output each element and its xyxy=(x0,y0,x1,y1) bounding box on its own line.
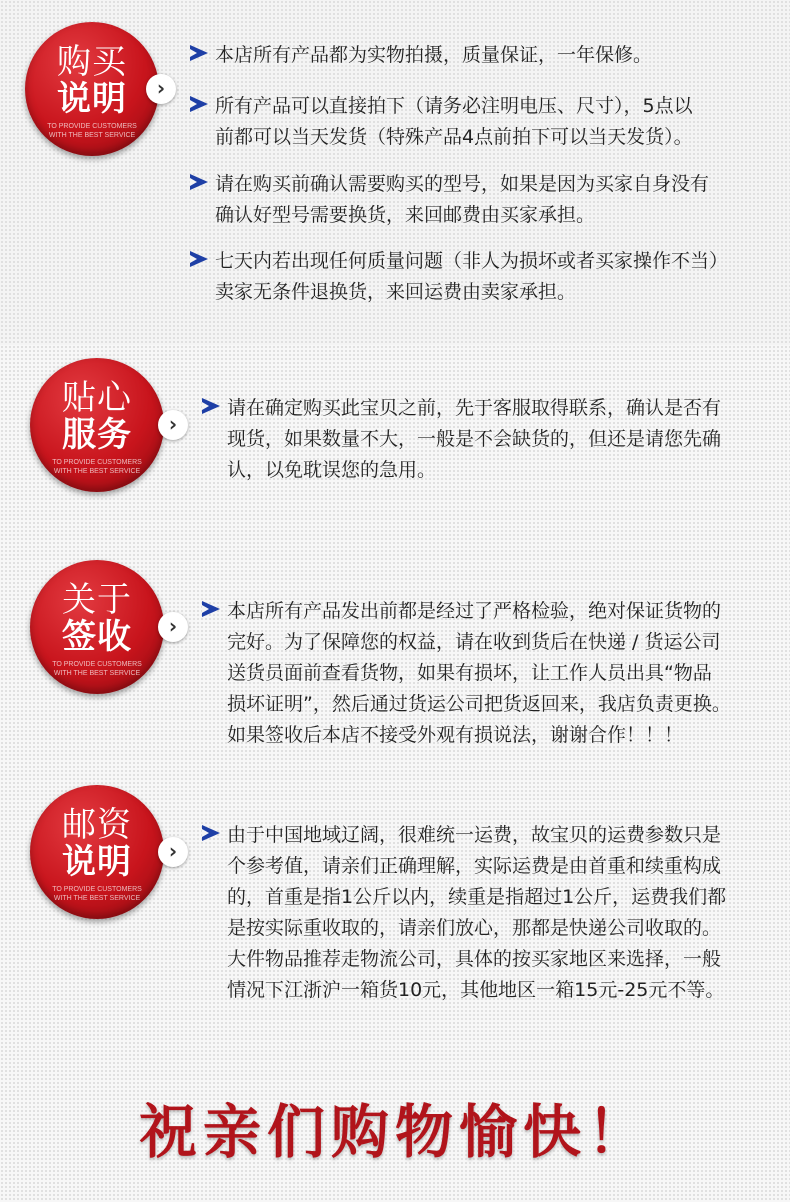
arrow-right-icon xyxy=(190,251,208,267)
item-text: 请在购买前确认需要购买的型号，如果是因为买家自身没有 确认好型号需要换货，来回邮费由买家承担。 xyxy=(215,173,710,226)
chevron-right-icon: › xyxy=(158,612,188,642)
chevron-right-icon: › xyxy=(158,410,188,440)
arrow-right-icon xyxy=(190,174,208,190)
badge-english-tagline: TO PROVIDE CUSTOMERS WITH THE BEST SERVICE xyxy=(52,661,142,677)
badge-title-line2: 服务 xyxy=(62,415,132,455)
arrow-right-icon xyxy=(202,398,220,414)
badge-title-line2: 说明 xyxy=(62,842,132,882)
badge-english-tagline: TO PROVIDE CUSTOMERS WITH THE BEST SERVICE xyxy=(52,886,142,902)
section-badge xyxy=(30,358,164,492)
chevron-right-icon: › xyxy=(146,74,176,104)
badge-title-line1: 贴心 xyxy=(62,378,132,418)
closing-slogan: 祝亲们购物愉快！ xyxy=(138,1098,651,1166)
item-text: 请在确定购买此宝贝之前，先于客服取得联系，确认是否有 现货，如果数量不大，一般是不会缺货的，但还是请您先确 认，以免耽误您的急用。 xyxy=(227,397,722,481)
list-item xyxy=(202,596,788,751)
item-text: 本店所有产品发出前都是经过了严格检验，绝对保证货物的 完好。为了保障您的权益，请在收到货后在快递 / 货运公司 送货员面前查看货物，如果有损坏，让工作人员出具“物品 损坏证明”，然后通过货运公司把货返回来，我店负责更换。 如果签收后本店不接受外观有损说法，谢谢合作！！！ xyxy=(227,600,731,746)
badge-title-line1: 关于 xyxy=(62,580,132,620)
section-badge xyxy=(30,560,164,694)
list-item xyxy=(190,40,780,71)
badge-english-tagline: TO PROVIDE CUSTOMERS WITH THE BEST SERVICE xyxy=(52,459,142,475)
badge-title-line2: 说明 xyxy=(57,79,127,119)
arrow-right-icon xyxy=(202,601,220,617)
item-text: 所有产品可以直接拍下（请务必注明电压、尺寸），5点以 前都可以当天发货（特殊产品4点前拍下可以当天发货）。 xyxy=(215,95,693,148)
chevron-right-icon: › xyxy=(158,837,188,867)
list-item xyxy=(190,246,785,308)
list-item xyxy=(202,820,788,1006)
arrow-right-icon xyxy=(202,825,220,841)
item-text: 七天内若出现任何质量问题（非人为损坏或者买家操作不当） 卖家无条件退换货，来回运费由卖家承担。 xyxy=(215,250,729,303)
list-item xyxy=(202,393,787,486)
section-badge xyxy=(30,785,164,919)
section-badge xyxy=(25,22,159,156)
list-item xyxy=(190,91,780,153)
list-item xyxy=(190,169,780,231)
badge-title-line1: 邮资 xyxy=(62,805,132,845)
badge-title-line2: 签收 xyxy=(62,617,132,657)
arrow-right-icon xyxy=(190,96,208,112)
item-text: 由于中国地域辽阔，很难统一运费，故宝贝的运费参数只是 个参考值，请亲们正确理解，实际运费是由首重和续重构成 的，首重是指1公斤以内，续重是指超过1公斤，运费我们都 是按实际重收取的，请亲们放心，那都是快递公司收取的。 大件物品推荐走物流公司，具体的按买家地区来选择，一般 情况下江浙沪一箱货10元，其他地区一箱15元-25元不等。 xyxy=(227,824,727,1001)
badge-english-tagline: TO PROVIDE CUSTOMERS WITH THE BEST SERVICE xyxy=(47,123,137,139)
item-text: 本店所有产品都为实物拍摄，质量保证，一年保修。 xyxy=(215,44,653,66)
badge-title-line1: 购买 xyxy=(57,42,127,82)
arrow-right-icon xyxy=(190,45,208,61)
